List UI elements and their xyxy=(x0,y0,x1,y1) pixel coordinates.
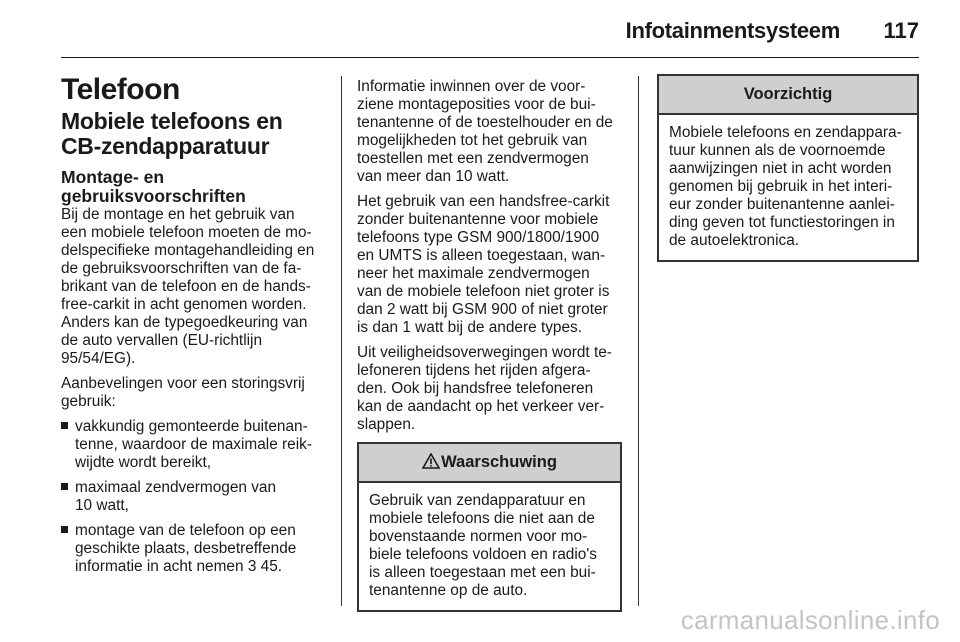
page-reference-link[interactable] xyxy=(248,558,282,575)
text-line: telefoons type GSM 900/1800/1900 xyxy=(357,229,600,246)
text-line: Aanbevelingen voor een storingsvrij xyxy=(61,375,305,392)
text-line: slappen. xyxy=(357,416,416,433)
handsfree-paragraph xyxy=(357,193,622,337)
text-line: ding geven tot functiestoringen in xyxy=(669,214,895,231)
subsection-title-line: Montage- en xyxy=(61,167,165,187)
text-line: tenne, waardoor de maximale reik- xyxy=(75,436,312,453)
section-title-line: Mobiele telefoons en xyxy=(61,108,283,134)
column-2 xyxy=(357,78,622,612)
column-1 xyxy=(61,73,325,583)
list-item xyxy=(61,479,325,515)
text-line: montage van de telefoon op een xyxy=(75,522,296,539)
column-divider-1 xyxy=(341,76,342,606)
warning-triangle-icon xyxy=(422,446,440,483)
caution-body xyxy=(659,115,917,260)
text-line: ziene montageposities voor de bui- xyxy=(357,96,596,113)
text-line: eur zonder buitenantenne aanlei- xyxy=(669,196,895,213)
text-line: kan de aandacht op het verkeer ver- xyxy=(357,398,605,415)
text-line: delspecifieke montagehandleiding en xyxy=(61,242,315,259)
text-line: brikant van de telefoon en de hands- xyxy=(61,278,311,295)
page-header xyxy=(0,0,960,58)
warning-header xyxy=(359,444,620,483)
text-line: maximaal zendvermogen van xyxy=(75,479,277,496)
bullet-square-icon xyxy=(61,422,68,429)
text-line: Informatie inwinnen over de voor- xyxy=(357,78,586,95)
section-title-line: CB-zendapparatuur xyxy=(61,133,270,159)
text-line: 10 watt, xyxy=(75,497,129,514)
chapter-title: Telefoon xyxy=(61,73,180,106)
watermark: carmanualsonline.info xyxy=(680,605,940,635)
text-line: free-carkit in acht genomen worden. xyxy=(61,296,307,313)
text-line: wijdte wordt bereikt, xyxy=(75,454,212,471)
list-item xyxy=(61,418,325,472)
warning-title: Waarschuwing xyxy=(441,453,557,471)
text-line: bovenstaande normen voor mo- xyxy=(369,528,588,545)
caution-box xyxy=(657,74,919,262)
text-line: mogelijkheden tot het gebruik van xyxy=(357,132,588,149)
list-item xyxy=(61,522,325,576)
reference-page: 45. xyxy=(256,558,283,575)
text-line: vakkundig gemonteerde buitenan- xyxy=(75,418,308,435)
text-line: tuur kunnen als de voornoemde xyxy=(669,142,886,159)
column-3 xyxy=(657,74,919,262)
warning-box xyxy=(357,442,622,612)
recommendations-intro xyxy=(61,375,325,411)
text-line: Bij de montage en het gebruik van xyxy=(61,206,295,223)
text-line: lefoneren tijdens het rijden afgera- xyxy=(357,362,591,379)
text-line: geschikte plaats, desbetreffende xyxy=(75,540,297,557)
running-title: Infotainmentsysteem xyxy=(625,18,840,43)
info-paragraph xyxy=(357,78,622,186)
text-line: neer het maximale zendvermogen xyxy=(357,265,590,282)
text-line: den. Ook bij handsfree telefoneren xyxy=(357,380,594,397)
caution-header: Voorzichtig xyxy=(659,76,917,115)
text-line: genomen bij gebruik in het interi- xyxy=(669,178,893,195)
bullet-square-icon xyxy=(61,483,68,490)
text-line: Anders kan de typegoedkeuring van xyxy=(61,314,308,331)
text-line: en UMTS is alleen toegestaan, wan- xyxy=(357,247,606,264)
subsection-title xyxy=(61,168,325,206)
subsection-title-line: gebruiksvoorschriften xyxy=(61,186,246,206)
text-line: tenantenne of de toestelhouder en de xyxy=(357,114,613,131)
text-line: 95/54/EG). xyxy=(61,350,136,367)
text-line: is alleen toegestaan met een bui- xyxy=(369,564,596,581)
text-line: de autoelektronica. xyxy=(669,232,800,249)
recommendations-list xyxy=(61,418,325,576)
text-line: de auto vervallen (EU-richtlijn xyxy=(61,332,263,349)
text-line: biele telefoons voldoen en radio's xyxy=(369,546,597,563)
text-line: toestellen met een zendvermogen xyxy=(357,150,589,167)
warning-body xyxy=(359,483,620,610)
text-line: zonder buitenantenne voor mobiele xyxy=(357,211,599,228)
safety-paragraph xyxy=(357,344,622,434)
text-line: tenantenne op de auto. xyxy=(369,582,528,599)
text-line: mobiele telefoons die niet aan de xyxy=(369,510,595,527)
text-line: Gebruik van zendapparatuur en xyxy=(369,492,586,509)
text-line: is dan 1 watt bij de andere types. xyxy=(357,319,583,336)
text-line: Mobiele telefoons en zendappara- xyxy=(669,124,902,141)
text-line: dan 2 watt bij GSM 900 of niet groter xyxy=(357,301,608,318)
reference-arrow-icon: 3 xyxy=(247,558,257,575)
text-line: Uit veiligheidsoverwegingen wordt te- xyxy=(357,344,612,361)
header-rule xyxy=(61,57,919,58)
text-line: gebruik: xyxy=(61,393,116,410)
text-line: de gebruiksvoorschriften van de fa- xyxy=(61,260,302,277)
intro-paragraph xyxy=(61,206,325,368)
text-line: van de mobiele telefoon niet groter is xyxy=(357,283,610,300)
column-divider-2 xyxy=(638,76,639,606)
text-line: Het gebruik van een handsfree-carkit xyxy=(357,193,610,210)
text-line: aanwijzingen niet in acht worden xyxy=(669,160,892,177)
text-line: een mobiele telefoon moeten de mo- xyxy=(61,224,312,241)
bullet-square-icon xyxy=(61,526,68,533)
section-title xyxy=(61,109,325,159)
text-line: van meer dan 10 watt. xyxy=(357,168,510,185)
page-number: 117 xyxy=(883,18,919,43)
text-line: informatie in acht nemen xyxy=(75,558,248,575)
